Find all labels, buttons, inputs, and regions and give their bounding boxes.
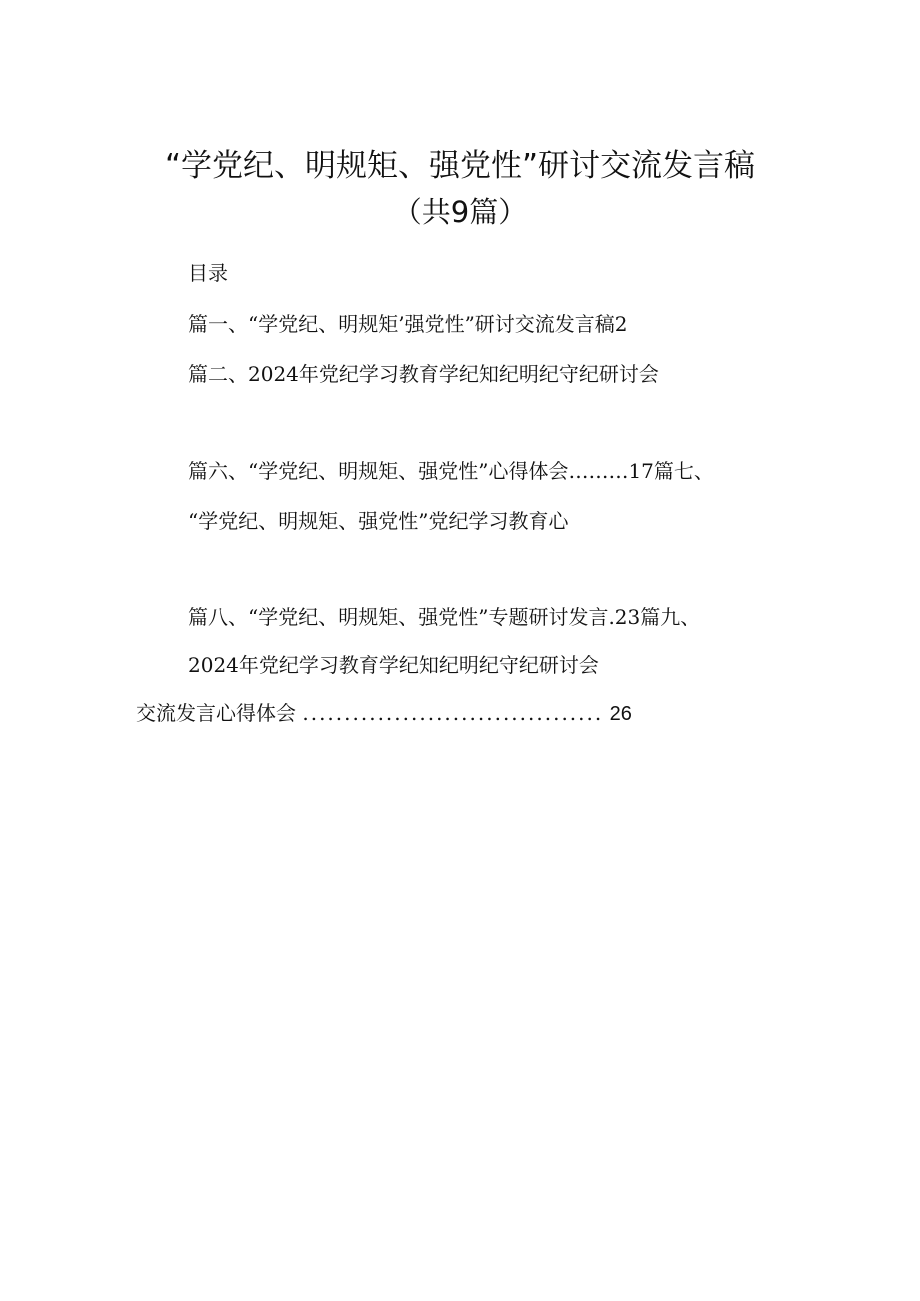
toc-entry-7: “学党纪、明规矩、强党性”党纪学习教育心 [188, 509, 569, 533]
toc-entry-2: 篇二、2024年党纪学习教育学纪知纪明纪守纪研讨会 [188, 362, 659, 386]
toc-entry-6: 篇六、“学党纪、明规矩、强党性”心得体会………17篇七、 [188, 459, 714, 483]
toc-heading: 目录 [188, 261, 228, 285]
toc-leader-dots: .................................... [302, 701, 604, 725]
toc-entry-last-text: 交流发言心得体会 [136, 701, 296, 725]
document-title: “学党纪、明规矩、强党性”研讨交流发言稿 [164, 148, 756, 184]
toc-entry-1: 篇一、“学党纪、明规矩’强党性”研讨交流发言稿2 [188, 312, 628, 336]
toc-page-number: 26 [609, 703, 632, 725]
toc-entry-9: 2024年党纪学习教育学纪知纪明纪守纪研讨会 [188, 653, 599, 677]
toc-entry-last [136, 703, 632, 724]
document-subtitle: （共9篇） [392, 195, 528, 229]
toc-entry-8: 篇八、“学党纪、明规矩、强党性”专题研讨发言.23篇九、 [188, 605, 701, 629]
